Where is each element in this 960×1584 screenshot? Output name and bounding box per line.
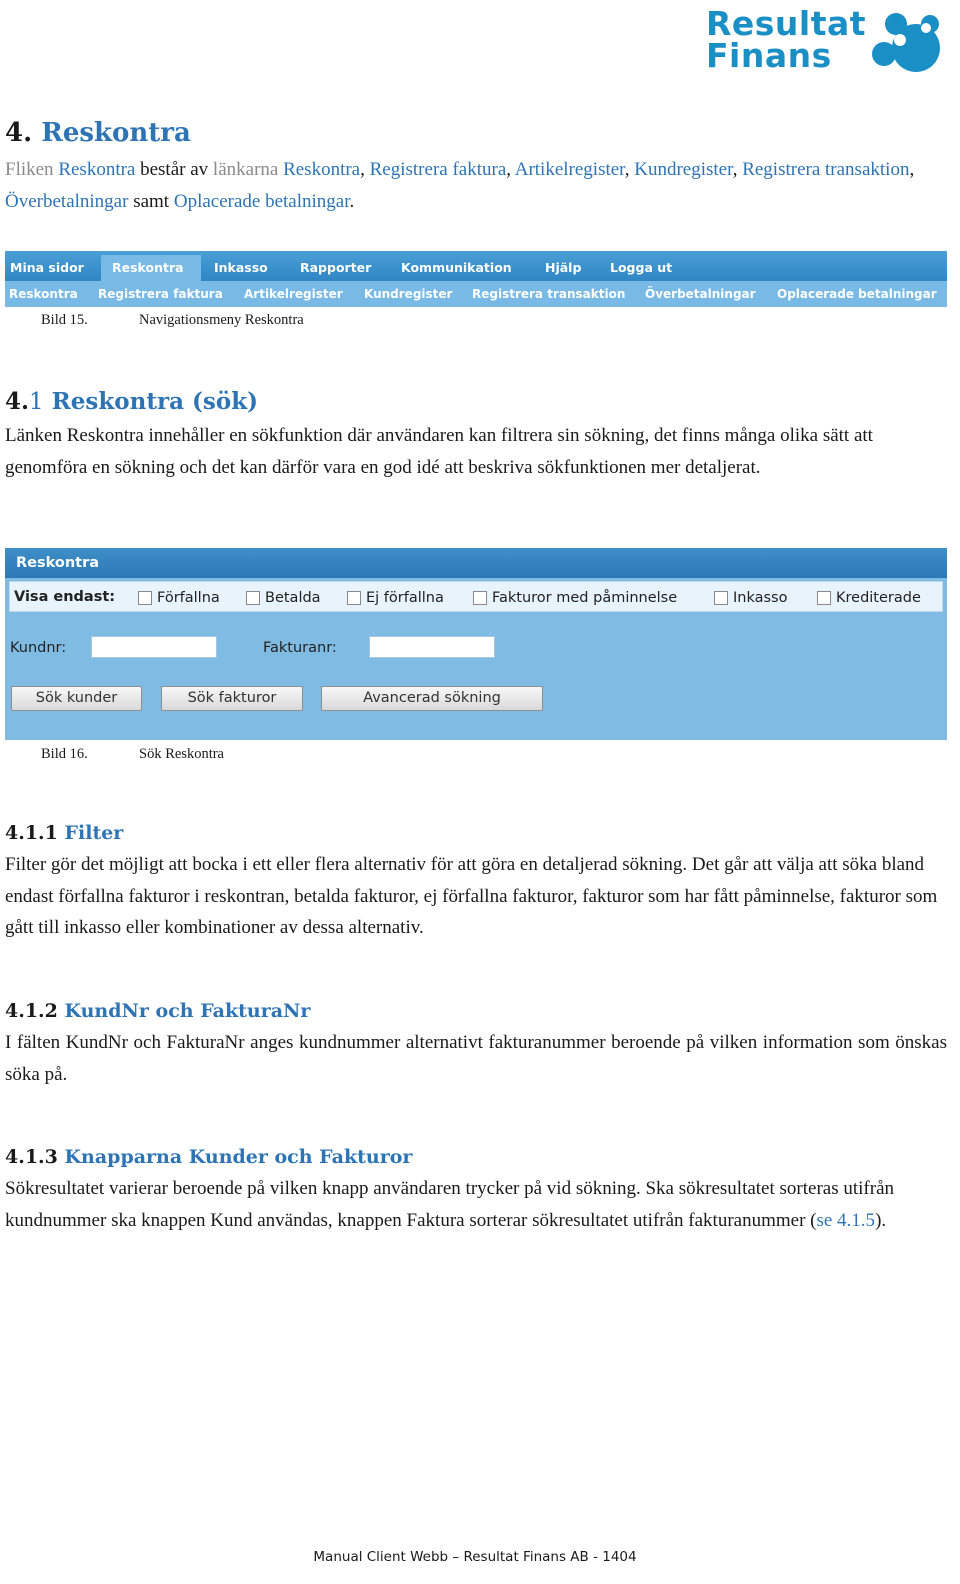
checkbox-ej-forfallna[interactable] [347,590,444,606]
comma: , [506,159,512,180]
nav-sub-bar [5,281,947,307]
section-4-1-1-body: Filter gör det möjligt att bocka i ett eller flera alternativ för att göra en detaljerad sökning. Det går att välja att söka bland endast förfallna fakturor i reskontran, betalda fakturor, ej förfallna fakturor, fakturor som har fått påminnelse, fakturor som gått till inkasso eller kombinationer av dessa alternativ. [5,854,938,938]
body-text: Sökresultatet varierar beroende på vilken knapp användaren trycker på vid sökning. Ska sökresultatet sorteras utifrån kundnummer ska knappen Kund användas, knappen Faktura sorterar sökresultatet utifrån fakturanummer ( [5,1178,895,1231]
checkbox-label: Krediterade [836,590,921,606]
page-footer: Manual Client Webb – Resultat Finans AB - 1404 [313,1549,637,1565]
subnav-kundregister[interactable]: Kundregister [364,287,453,301]
nav-tab-kommunikation[interactable]: Kommunikation [401,260,512,275]
checkbox-box[interactable] [473,591,487,605]
heading-number: 4.1.2 [5,1000,58,1022]
checkbox-inkasso[interactable] [714,590,787,606]
checkbox-betalda[interactable] [246,590,321,606]
body-text-end: ). [875,1209,887,1231]
checkbox-label: Förfallna [157,590,220,606]
nav-tab-hjalp[interactable]: Hjälp [545,260,582,275]
section-4-1-heading [5,388,258,415]
nav-tab-mina-sidor[interactable]: Mina sidor [10,260,84,275]
heading-title: Reskontra (sök) [51,388,259,415]
heading-number: 4. [5,118,33,148]
checkbox-box[interactable] [138,591,152,605]
nav-tab-reskontra[interactable]: Reskontra [112,260,184,275]
search-panel-screenshot [5,548,947,740]
comma: , [732,159,738,180]
heading-number: 4.1.1 [5,822,58,844]
heading-title: KundNr och FakturaNr [64,1000,311,1022]
logo-dots-icon [866,10,946,76]
subnav-oplacerade-betalningar[interactable]: Oplacerade betalningar [777,287,937,301]
checkbox-fakturor-med-paminnelse[interactable] [473,590,677,606]
subnav-registrera-transaktion[interactable]: Registrera transaktion [472,287,626,301]
checkbox-label: Betalda [265,590,321,606]
link-reskontra[interactable]: Reskontra [283,159,361,180]
logo-wordmark [706,4,867,75]
kundnr-label: Kundnr: [10,640,67,656]
link-artikelregister[interactable]: Artikelregister [514,159,625,180]
link-kundregister[interactable]: Kundregister [634,159,733,180]
avancerad-sokning-button[interactable]: Avancerad sökning [321,686,543,711]
figure-15-label: Bild 15. [41,312,88,328]
link-registrera-faktura[interactable]: Registrera faktura [369,159,507,180]
logo-line-1: Resultat [706,4,867,43]
filter-label: Visa endast: [14,589,116,605]
checkbox-krediterade[interactable] [817,590,921,606]
link-registrera-transaktion[interactable]: Registrera transaktion [742,159,910,180]
figure-16-label: Bild 16. [41,746,88,762]
comma: , [909,159,915,180]
link-overbetalningar[interactable]: Överbetalningar [5,190,129,212]
figure-15-caption: Navigationsmeny Reskontra [139,312,304,328]
intro-word: Fliken [5,159,54,180]
heading-title: Knapparna Kunder och Fakturor [64,1146,413,1168]
link-reskontra-tab[interactable]: Reskontra [58,159,136,180]
section-4-heading [5,118,191,148]
comma: , [360,159,365,180]
subnav-artikelregister[interactable]: Artikelregister [244,287,343,301]
section-4-1-1-heading [5,822,123,844]
section-4-1-3-heading [5,1146,412,1168]
navigation-menu-screenshot [5,251,947,307]
section-4-1-2-heading [5,1000,310,1022]
nav-main-bar [5,251,947,281]
sok-kunder-button[interactable]: Sök kunder [11,686,142,711]
kundnr-input[interactable] [91,636,217,658]
heading-number: 4.1.3 [5,1146,58,1168]
fakturanr-label: Fakturanr: [263,640,337,656]
period: . [349,190,355,212]
nav-tab-rapporter[interactable]: Rapporter [300,260,372,275]
checkbox-box[interactable] [714,591,728,605]
sok-fakturor-button[interactable]: Sök fakturor [161,686,303,711]
comma: , [624,159,630,180]
subnav-overbetalningar[interactable]: Överbetalningar [645,287,756,301]
section-4-1-3-body [5,1173,947,1236]
heading-number: 4. [5,388,30,415]
section-4-1-2-body: I fälten KundNr och FakturaNr anges kundnummer alternativt fakturanummer beroende på vilken information som önskas söka på. [5,1032,947,1085]
heading-title: Reskontra [41,118,191,148]
filter-bar [9,581,943,612]
checkbox-label: Fakturor med påminnelse [492,590,678,606]
intro-word: länkarna [212,159,279,180]
nav-tab-inkasso[interactable]: Inkasso [214,260,268,275]
checkbox-box[interactable] [246,591,260,605]
figure-16-caption: Sök Reskontra [139,746,224,762]
link-se-4-1-5[interactable]: se 4.1.5 [816,1209,876,1231]
section-4-intro [5,154,947,217]
nav-tab-logga-ut[interactable]: Logga ut [610,260,673,275]
panel-title: Reskontra [5,548,947,578]
checkbox-box[interactable] [817,591,831,605]
checkbox-forfallna[interactable] [138,590,220,606]
subnav-registrera-faktura[interactable]: Registrera faktura [98,287,223,301]
company-logo [706,4,946,78]
checkbox-box[interactable] [347,591,361,605]
checkbox-label: Ej förfallna [366,590,444,606]
link-oplacerade-betalningar[interactable]: Oplacerade betalningar [173,190,350,212]
heading-number-suffix: 1 [29,389,44,415]
section-4-1-body: Länken Reskontra innehåller en sökfunktion där användaren kan filtrera sin sökning, det finns många olika sätt att genomföra en sökning och det kan därför vara en god idé att beskriva sökfunktionen mer detaljerat. [5,425,873,478]
heading-title: Filter [64,822,124,844]
intro-word: samt [133,190,170,212]
fakturanr-input[interactable] [369,636,495,658]
subnav-reskontra[interactable]: Reskontra [9,287,78,301]
logo-line-2: Finans [706,36,832,75]
checkbox-label: Inkasso [733,590,788,606]
intro-word: består av [140,159,209,180]
